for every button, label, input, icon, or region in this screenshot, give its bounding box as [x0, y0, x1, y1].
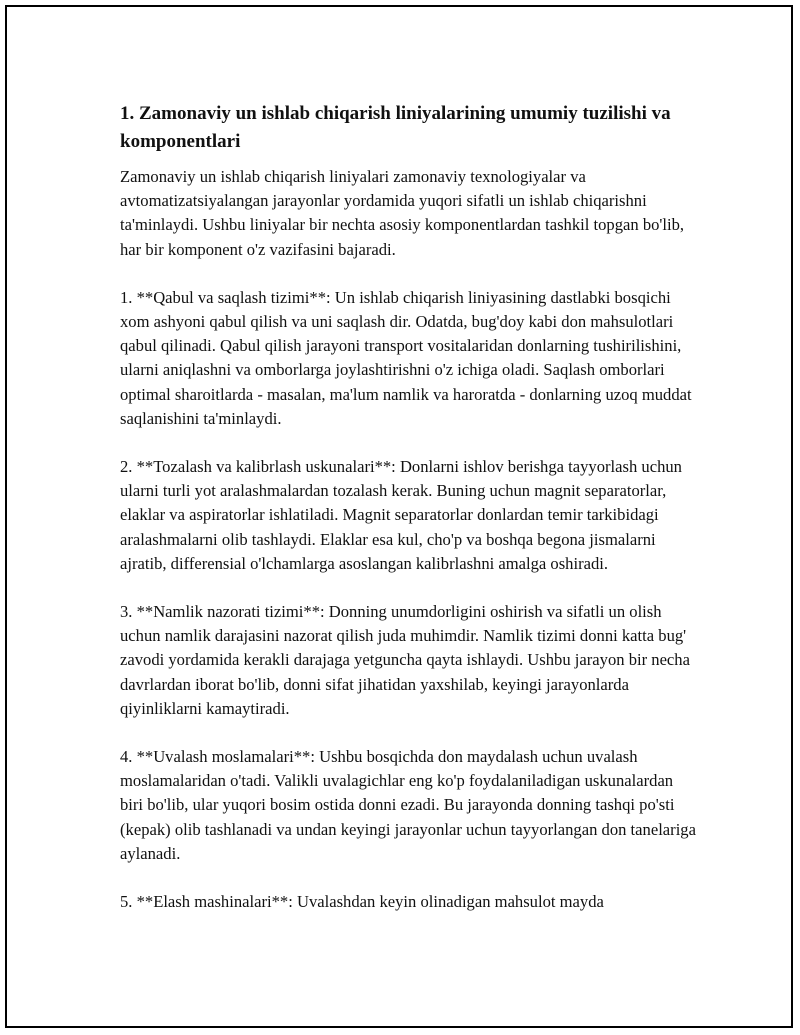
section-1-paragraph: 1. **Qabul va saqlash tizimi**: Un ishlab chiqarish liniyasining dastlabki bosqichi xom ashyoni qabul qilish va uni saqlash dir. Odatda, bug'doy kabi don mahsulotlari qabul qilinadi. Qabul qilish jarayoni transport vositalaridan donlarning tushirilishini, ularni aniqlashni va omborlarga joylashtirishni o'z ichiga oladi. Saqlash omborlari optimal sharoitlarda - masalan, ma'lum namlik va haroratda - donlarning uzoq muddat saqlanishini ta'minlaydi. — [120, 287, 692, 428]
document-body — [120, 100, 700, 938]
section-2-paragraph: 2. **Tozalash va kalibrlash uskunalari**: Donlarni ishlov berishga tayyorlash uchun ularni turli yot aralashmalardan tozalash kerak. Buning uchun magnit separatorlar, elaklar va aspiratorlar ishlatiladi. Magnit separatorlar donlardan temir tarkibidagi aralashmalarni olib tashlaydi. Elaklar esa kul, cho'p va boshqa begona jismalarni ajratib, differensial o'lchamlarga asoslangan kalibrlashni amalga oshiradi. — [120, 457, 682, 573]
intro-paragraph: Zamonaviy un ishlab chiqarish liniyalari zamonaviy texnologiyalar va avtomatizatsiyalangan jarayonlar yordamida yuqori sifatli un ishlab chiqarishni ta'minlaydi. Ushbu liniyalar bir nechta asosiy komponentlardan tashkil topgan bo'lib, har bir komponent o'z vazifasini bajaradi. — [120, 167, 685, 259]
section-5-paragraph: 5. **Elash mashinalari**: Uvalashdan keyin olinadigan mahsulot mayda — [120, 892, 604, 912]
document-title: 1. Zamonaviy un ishlab chiqarish liniyalarining umumiy tuzilishi va komponentlari — [120, 103, 671, 152]
section-3-paragraph: 3. **Namlik nazorati tizimi**: Donning unumdorligini oshirish va sifatli un olish uchun namlik darajasini nazorat qilish juda muhimdir. Namlik tizimi donni katta bug' zavodi yordamida kerakli darajaga yetguncha qayta ishlaydi. Ushbu jarayon bir necha davrlardan iborat bo'lib, donni sifat jihatidan yaxshilab, keyingi jarayonlarda qiyinliklarni kamaytiradi. — [120, 602, 690, 718]
page-frame — [5, 5, 793, 1028]
section-4-paragraph: 4. **Uvalash moslamalari**: Ushbu bosqichda don maydalash uchun uvalash moslamalaridan o'tadi. Valikli uvalagichlar eng ko'p foydalaniladigan uskunalardan biri bo'lib, ular yuqori bosim ostida donni ezadi. Bu jarayonda donning tashqi po'sti (kepak) olib tashlanadi va undan keyingi jarayonlar uchun tayyorlangan don tanelariga aylanadi. — [120, 747, 696, 863]
